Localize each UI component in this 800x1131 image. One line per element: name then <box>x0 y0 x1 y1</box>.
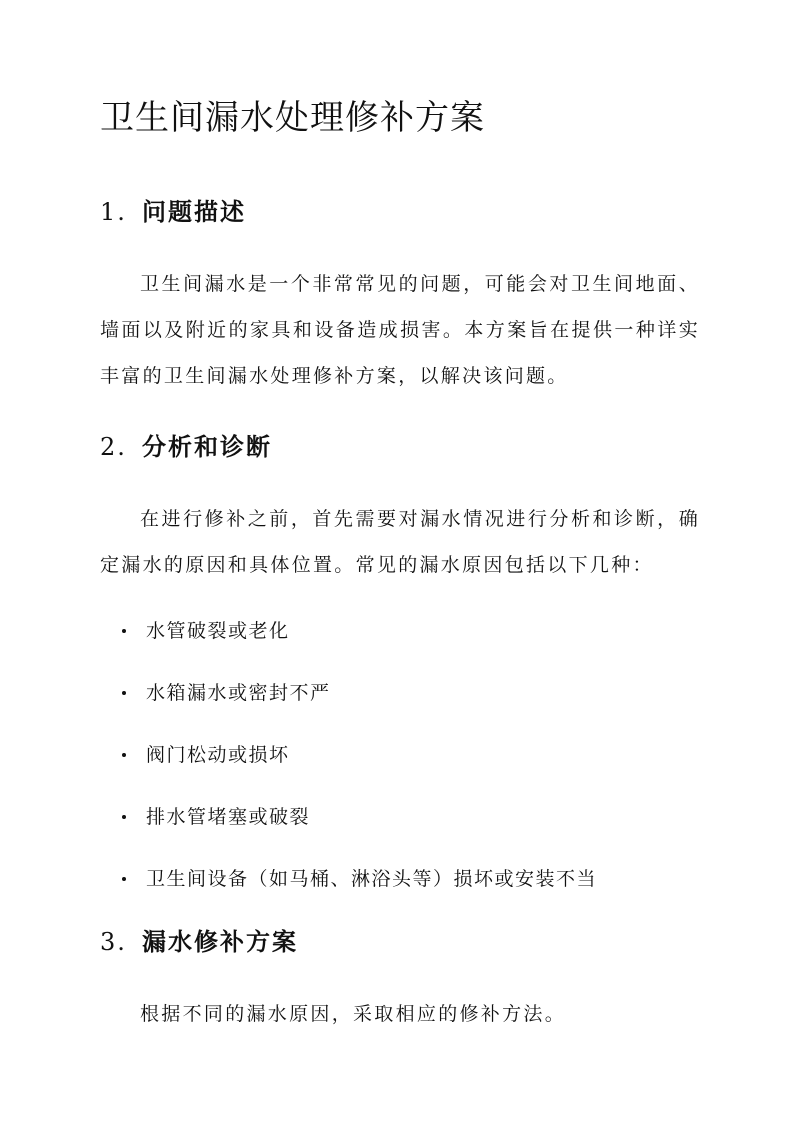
bullet-icon <box>122 629 126 633</box>
section-title: 分析和诊断 <box>142 432 272 461</box>
list-item: 水箱漏水或密封不严 <box>100 670 700 732</box>
list-item: 水管破裂或老化 <box>100 608 700 670</box>
section-title: 漏水修补方案 <box>142 927 298 956</box>
cause-list <box>100 608 700 918</box>
section-paragraph-analysis: 在进行修补之前，首先需要对漏水情况进行分析和诊断，确定漏水的原因和具体位置。常见的漏水原因包括以下几种： <box>100 508 700 576</box>
list-item: 排水管堵塞或破裂 <box>100 794 700 856</box>
section-heading-repair <box>100 926 298 958</box>
section-number: 1. <box>100 198 127 226</box>
section-paragraph-problem: 卫生间漏水是一个非常常见的问题，可能会对卫生间地面、墙面以及附近的家具和设备造成损害。本方案旨在提供一种详实丰富的卫生间漏水处理修补方案，以解决该问题。 <box>100 273 700 387</box>
section-number: 3. <box>100 928 127 956</box>
section-paragraph-repair: 根据不同的漏水原因，采取相应的修补方法。 <box>140 1003 567 1025</box>
bullet-icon <box>122 753 126 757</box>
bullet-icon <box>122 877 126 881</box>
list-item: 卫生间设备（如马桶、淋浴头等）损坏或安装不当 <box>100 856 700 918</box>
list-item: 阀门松动或损坏 <box>100 732 700 794</box>
section-title: 问题描述 <box>142 197 246 226</box>
section-number: 2. <box>100 433 127 461</box>
bullet-icon <box>122 691 126 695</box>
document-title: 卫生间漏水处理修补方案 <box>100 98 485 138</box>
section-heading-problem <box>100 196 246 228</box>
section-heading-analysis <box>100 431 272 463</box>
bullet-icon <box>122 815 126 819</box>
